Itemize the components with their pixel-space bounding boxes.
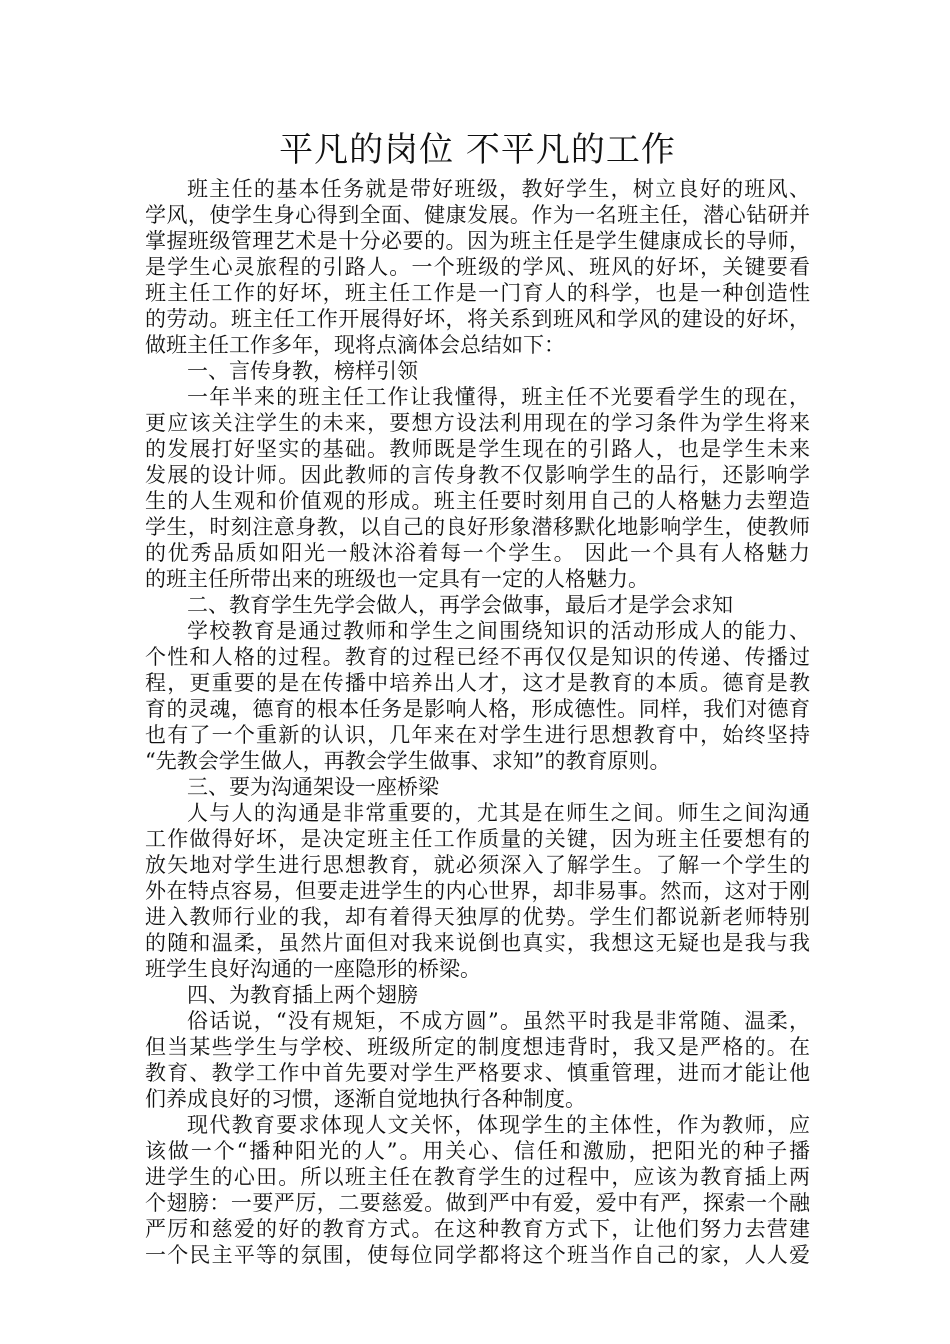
- text-line: 育的灵魂，德育的根本任务是影响人格，形成德性。同样，我们对德育: [145, 697, 810, 721]
- text-line: 做班主任工作多年，现将点滴体会总结如下：: [145, 333, 565, 357]
- text-line: 生的人生观和价值观的形成。班主任要时刻用自己的人格魅力去塑造: [145, 489, 810, 513]
- text-line: 一年半来的班主任工作让我懂得，班主任不光要看学生的现在，: [187, 385, 810, 409]
- text-line: 进入教师行业的我，却有着得天独厚的优势。学生们都说新老师特别: [145, 905, 810, 929]
- text-line: 掌握班级管理艺术是十分必要的。因为班主任是学生健康成长的导师，: [145, 229, 810, 253]
- text-line: 发展的设计师。因此教师的言传身教不仅影响学生的品行，还影响学: [145, 463, 810, 487]
- text-line: 的发展打好坚实的基础。教师既是学生现在的引路人，也是学生未来: [145, 437, 810, 461]
- text-line: 工作做得好坏，是决定班主任工作质量的关键，因为班主任要想有的: [145, 827, 810, 851]
- text-line: 进学生的心田。所以班主任在教育学生的过程中，应该为教育插上两: [145, 1165, 810, 1189]
- text-line: 班学生良好沟通的一座隐形的桥梁。: [145, 957, 481, 981]
- text-line: 学风，使学生身心得到全面、健康发展。作为一名班主任，潜心钻研并: [145, 203, 810, 227]
- document-title: 平凡的岗位 不平凡的工作: [279, 130, 676, 170]
- text-line: 的随和温柔，虽然片面但对我来说倒也真实，我想这无疑也是我与我: [145, 931, 810, 955]
- text-line: 的劳动。班主任工作开展得好坏，将关系到班风和学风的建设的好坏，: [145, 307, 810, 331]
- text-line: 严厉和慈爱的好的教育方式。在这种教育方式下，让他们努力去营建: [145, 1217, 810, 1241]
- text-line: 更应该关注学生的未来，要想方设法利用现在的学习条件为学生将来: [145, 411, 810, 435]
- text-line: 一个民主平等的氛围，使每位同学都将这个班当作自己的家，人人爱: [145, 1243, 810, 1267]
- text-line: 学生，时刻注意身教，以自己的良好形象潜移默化地影响学生，使教师: [145, 515, 810, 539]
- text-line: 但当某些学生与学校、班级所定的制度想违背时，我又是严格的。在: [145, 1035, 810, 1059]
- section-heading: 四、为教育插上两个翅膀: [187, 983, 418, 1007]
- text-line: 个性和人格的过程。教育的过程已经不再仅仅是知识的传递、传播过: [145, 645, 810, 669]
- text-line: “先教会学生做人，再教会学生做事、求知”的教育原则。: [145, 749, 671, 773]
- section-heading: 一、言传身教，榜样引领: [187, 359, 418, 383]
- text-line: 的优秀品质如阳光一般沐浴着每一个学生。 因此一个具有人格魅力: [145, 541, 810, 565]
- text-line: 是学生心灵旅程的引路人。一个班级的学风、班风的好坏，关键要看: [145, 255, 810, 279]
- text-line: 教育、教学工作中首先要对学生严格要求、慎重管理，进而才能让他: [145, 1061, 810, 1085]
- section-heading: 三、要为沟通架设一座桥梁: [187, 775, 439, 799]
- text-line: 班主任的基本任务就是带好班级，教好学生，树立良好的班风、: [187, 177, 810, 201]
- text-line: 放矢地对学生进行思想教育，就必须深入了解学生。了解一个学生的: [145, 853, 810, 877]
- text-line: 外在特点容易，但要走进学生的内心世界，却非易事。然而，这对于刚: [145, 879, 810, 903]
- text-line: 学校教育是通过教师和学生之间围绕知识的活动形成人的能力、: [187, 619, 810, 643]
- text-line: 俗话说，“没有规矩，不成方圆”。虽然平时我是非常随、温柔，: [187, 1009, 810, 1033]
- text-line: 人与人的沟通是非常重要的，尤其是在师生之间。师生之间沟通: [187, 801, 810, 825]
- document-body: [145, 176, 810, 1268]
- text-line: 现代教育要求体现人文关怀，体现学生的主体性，作为教师，应: [187, 1113, 810, 1137]
- text-line: 也有了一个重新的认识，几年来在对学生进行思想教育中，始终坚持: [145, 723, 810, 747]
- document-page: [145, 128, 810, 1268]
- section-heading: 二、教育学生先学会做人，再学会做事，最后才是学会求知: [187, 593, 733, 617]
- text-line: 班主任工作的好坏，班主任工作是一门育人的科学，也是一种创造性: [145, 281, 810, 305]
- text-line: 个翅膀：一要严厉，二要慈爱。做到严中有爱，爱中有严，探索一个融: [145, 1191, 810, 1215]
- text-line: 的班主任所带出来的班级也一定具有一定的人格魅力。: [145, 567, 649, 591]
- text-line: 程，更重要的是在传播中培养出人才，这才是教育的本质。德育是教: [145, 671, 810, 695]
- text-line: 该做一个“播种阳光的人”。用关心、信任和激励，把阳光的种子播: [145, 1139, 810, 1163]
- text-line: 们养成良好的习惯，逐渐自觉地执行各种制度。: [145, 1087, 586, 1111]
